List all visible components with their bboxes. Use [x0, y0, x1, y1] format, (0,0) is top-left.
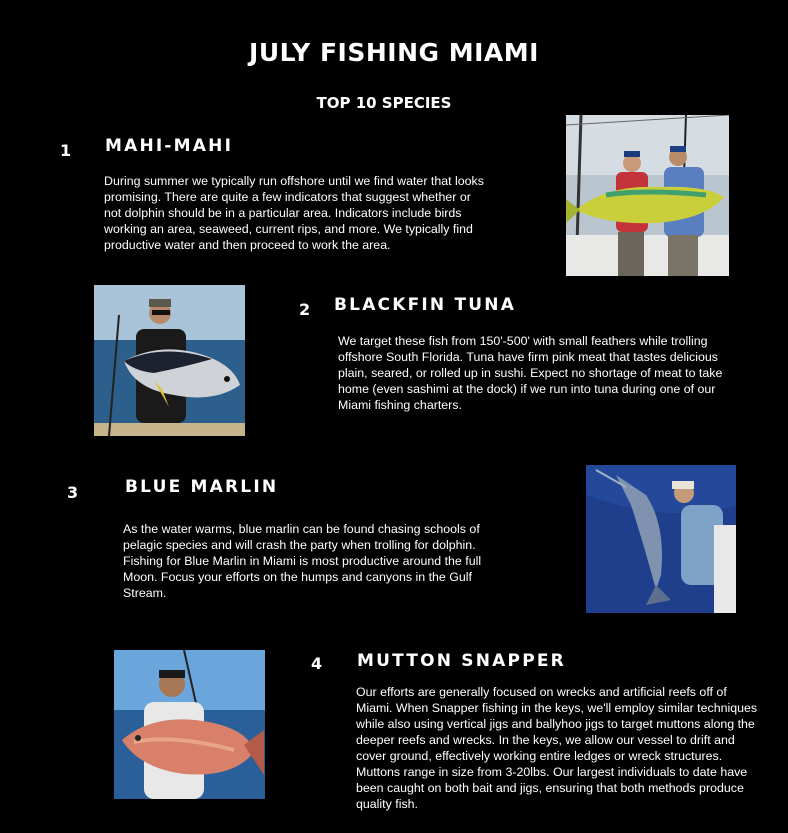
blackfin-tuna-photo	[94, 285, 245, 436]
mutton-snapper-photo-image	[114, 650, 265, 799]
species-number-2: 2	[299, 300, 311, 319]
blue-marlin-photo-image	[586, 465, 736, 613]
species-number-3: 3	[67, 483, 79, 502]
blackfin-tuna-photo-image	[94, 285, 245, 436]
species-name-mutton-snapper: MUTTON SNAPPER	[357, 651, 566, 671]
mahi-mahi-photo-image	[566, 115, 729, 276]
species-description-blue-marlin: As the water warms, blue marlin can be found chasing schools of pelagic species and will crash the party when trolling for dolphin. Fishing for Blue Marlin in Miami is most productive around the full Moon. Focus your efforts on the humps and canyons in the Gulf Stream.	[123, 522, 482, 600]
species-name-blackfin-tuna: BLACKFIN TUNA	[334, 295, 517, 315]
species-number-1: 1	[60, 141, 72, 160]
mutton-snapper-photo	[114, 650, 265, 799]
page-subtitle: TOP 10 SPECIES	[316, 94, 452, 112]
species-description-mahi-mahi: During summer we typically run offshore until we find water that looks promising. There are quite a few indicators that suggest whether or not dolphin should be in a particular area. Indicators include birds working an area, seaweed, current rips, and more. We typically find productive water and then proceed to work the area.	[104, 174, 484, 252]
species-description-mutton-snapper: Our efforts are generally focused on wrecks and artificial reefs off of Miami. When Snapper fishing in the keys, we'll employ similar techniques while also using vertical jigs and ballyhoo jigs to target muttons along the deeper reefs and wrecks. In the keys, we allow our vessel to drift and cover ground, effectively working entire ledges or wreck structures. Muttons range in size from 3-20lbs. Our largest individuals to date have been caught on both bait and jigs, ensuring that both methods produce quality fish.	[356, 685, 758, 811]
page-title: JULY FISHING MIAMI	[249, 38, 539, 67]
species-number-4: 4	[311, 654, 323, 673]
species-name-mahi-mahi: MAHI-MAHI	[105, 136, 234, 156]
blue-marlin-photo	[586, 465, 736, 613]
species-description-blackfin-tuna: We target these fish from 150'-500' with small feathers while trolling offshore South Florida. Tuna have firm pink meat that tastes delicious plain, seared, or rolled up in sushi. Expect no shortage of meat to take home (even sashimi at the dock) if we run into tuna during one of our Miami fishing charters.	[338, 334, 723, 412]
species-name-blue-marlin: BLUE MARLIN	[125, 477, 279, 497]
mahi-mahi-photo	[566, 115, 729, 276]
